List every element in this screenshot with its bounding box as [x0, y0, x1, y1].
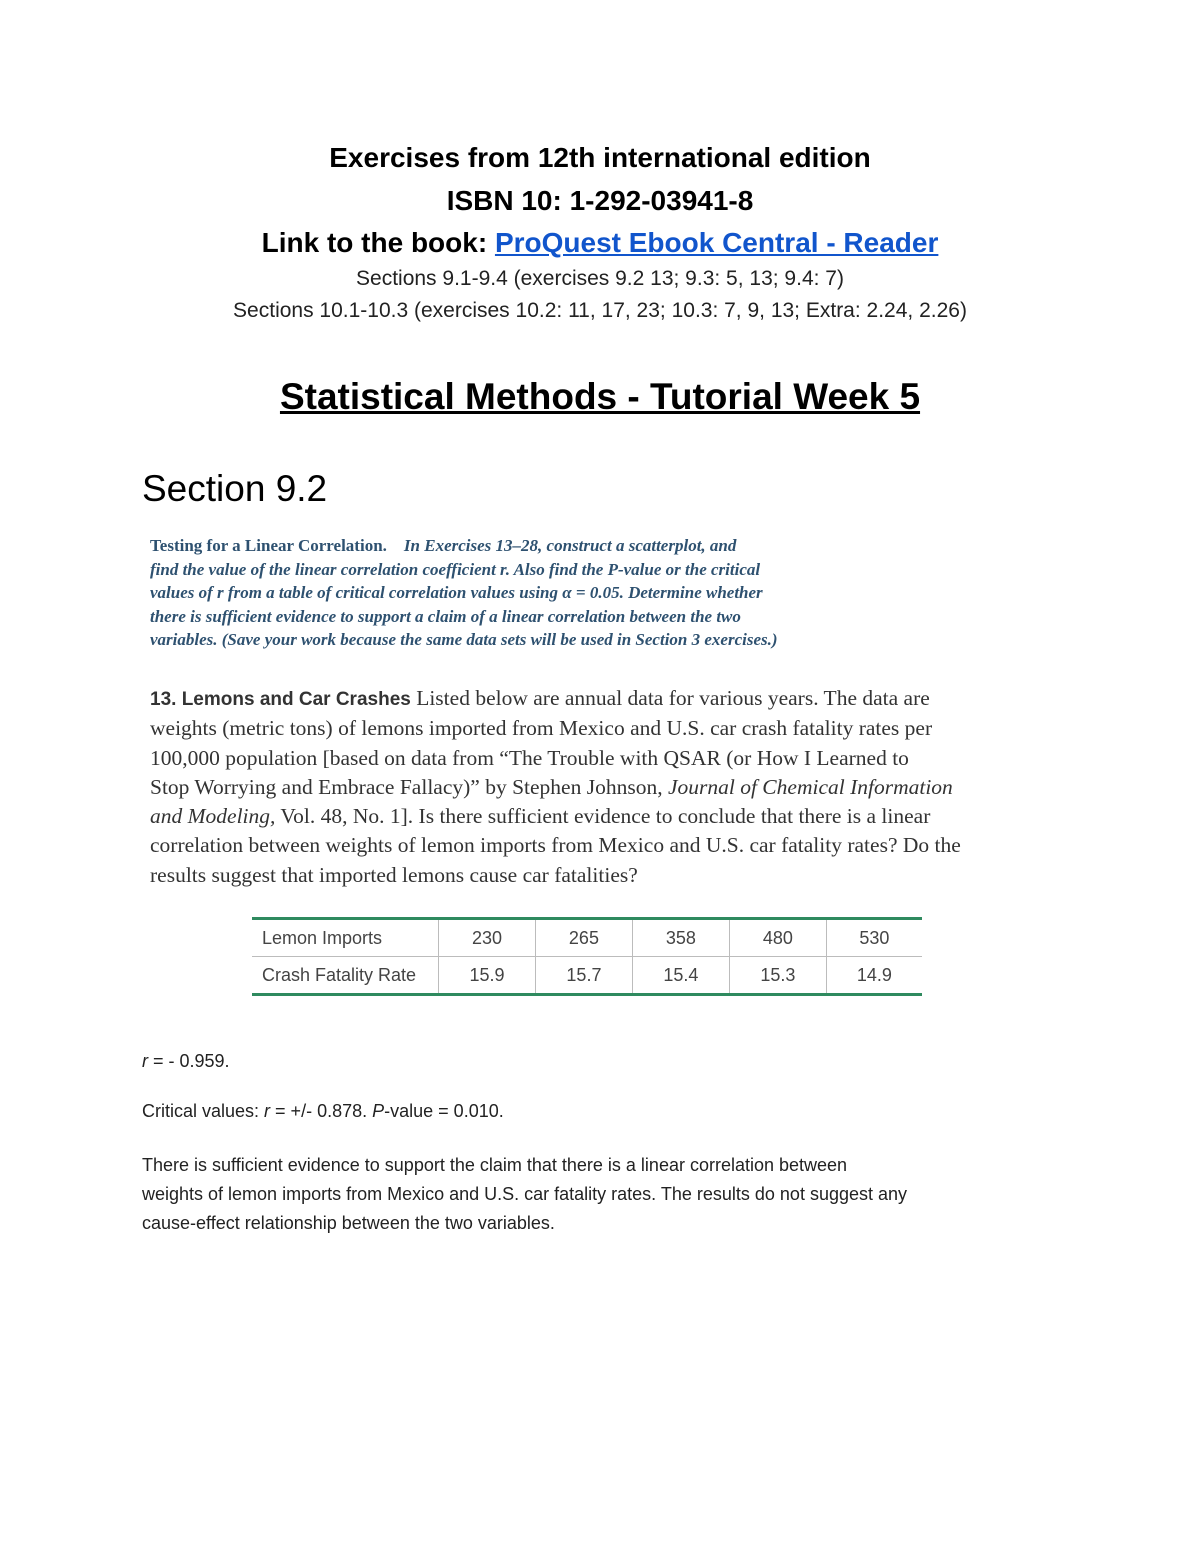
instructions-line-3: values of r from a table of critical correlation values using α = 0.05. Determine whether — [150, 583, 763, 603]
journal-name: Journal of Chemical Information — [662, 774, 953, 799]
critical-value-text: = +/- 0.878. — [270, 1101, 373, 1121]
row-label: Crash Fatality Rate — [252, 957, 439, 995]
table-cell: 230 — [439, 919, 536, 957]
header-edition-line: Exercises from 12th international edition — [329, 142, 871, 173]
page-title: Statistical Methods - Tutorial Week 5 — [279, 376, 921, 417]
journal-name: and Modeling, — [150, 804, 276, 829]
table-cell: 15.7 — [535, 957, 632, 995]
instructions-line-5: variables. (Save your work because the same data sets will be used in Section 3 exercises.) — [150, 630, 778, 650]
link-label: Link to the book: — [261, 227, 495, 258]
book-link[interactable]: ProQuest Ebook Central - Reader — [494, 227, 939, 258]
table-row — [252, 919, 922, 957]
exercise-line-6: correlation between weights of lemon imports from Mexico and U.S. car fatality rates? Do the — [150, 833, 961, 858]
answer-conclusion — [142, 1151, 907, 1238]
r-value-text: = - 0.959. — [148, 1051, 230, 1071]
exercise-text: Vol. 48, No. 1]. Is there sufficient evidence to conclude that there is a linear — [275, 804, 931, 829]
row-label: Lemon Imports — [252, 919, 439, 957]
table-row — [252, 957, 922, 995]
r-symbol: r — [264, 1101, 271, 1121]
header-link-line — [0, 227, 1200, 259]
exercise-text: Listed below are annual data for various years. The data are — [410, 686, 930, 710]
exercise-line-3: 100,000 population [based on data from “The Trouble with QSAR (or How I Learned to — [150, 745, 909, 770]
conclusion-line-1: There is sufficient evidence to support the claim that there is a linear correlation between — [142, 1155, 848, 1175]
table-cell: 14.9 — [826, 957, 922, 995]
sections-line-1: Sections 9.1-9.4 (exercises 9.2 13; 9.3: 5, 13; 9.4: 7) — [356, 267, 844, 290]
exercise-text: Stop Worrying and Embrace Fallacy)” by Stephen Johnson, — [150, 774, 663, 799]
exercise-line-4 — [150, 773, 1050, 802]
exercise-block — [150, 684, 1050, 890]
table-cell: 480 — [729, 919, 826, 957]
sections-line-2: Sections 10.1-10.3 (exercises 10.2: 11, 17, 23; 10.3: 7, 9, 13; Extra: 2.24, 2.26) — [233, 299, 967, 322]
instructions-line-4: there is sufficient evidence to support a claim of a linear correlation between the two — [150, 606, 741, 626]
table-cell: 358 — [632, 919, 729, 957]
p-symbol: P — [372, 1101, 385, 1121]
table-cell: 530 — [826, 919, 922, 957]
critical-label: Critical values: — [142, 1101, 265, 1121]
instructions-heading: Testing for a Linear Correlation. — [150, 536, 387, 555]
exercise-line-1 — [150, 684, 1050, 714]
exercise-line-5 — [150, 802, 1050, 831]
header-isbn-line: ISBN 10: 1-292-03941-8 — [446, 185, 754, 216]
data-table — [252, 917, 922, 996]
instructions-line-1 — [150, 534, 1050, 558]
table-cell: 265 — [535, 919, 632, 957]
instructions-line-2: find the value of the linear correlation coefficient r. Also find the P-value or the critical — [150, 559, 761, 579]
exercise-title: 13. Lemons and Car Crashes — [150, 689, 411, 710]
conclusion-line-2: weights of lemon imports from Mexico and U.S. car fatality rates. The results do not suggest any — [142, 1184, 908, 1204]
table-cell: 15.9 — [439, 957, 536, 995]
instructions-text: In Exercises 13–28, construct a scatterplot, and — [403, 536, 737, 555]
conclusion-line-3: cause-effect relationship between the two variables. — [142, 1213, 555, 1233]
p-value-text: -value = 0.010. — [384, 1101, 504, 1121]
instructions-block — [150, 534, 1050, 652]
exercise-line-2: weights (metric tons) of lemons imported from Mexico and U.S. car crash fatality rates per — [150, 716, 933, 741]
r-symbol: r — [142, 1051, 148, 1071]
answer-critical-values — [142, 1101, 504, 1122]
section-heading: Section 9.2 — [142, 468, 328, 509]
exercise-line-7: results suggest that imported lemons cause car fatalities? — [150, 862, 638, 887]
table-cell: 15.4 — [632, 957, 729, 995]
table-cell: 15.3 — [729, 957, 826, 995]
answer-r-value — [142, 1051, 230, 1072]
